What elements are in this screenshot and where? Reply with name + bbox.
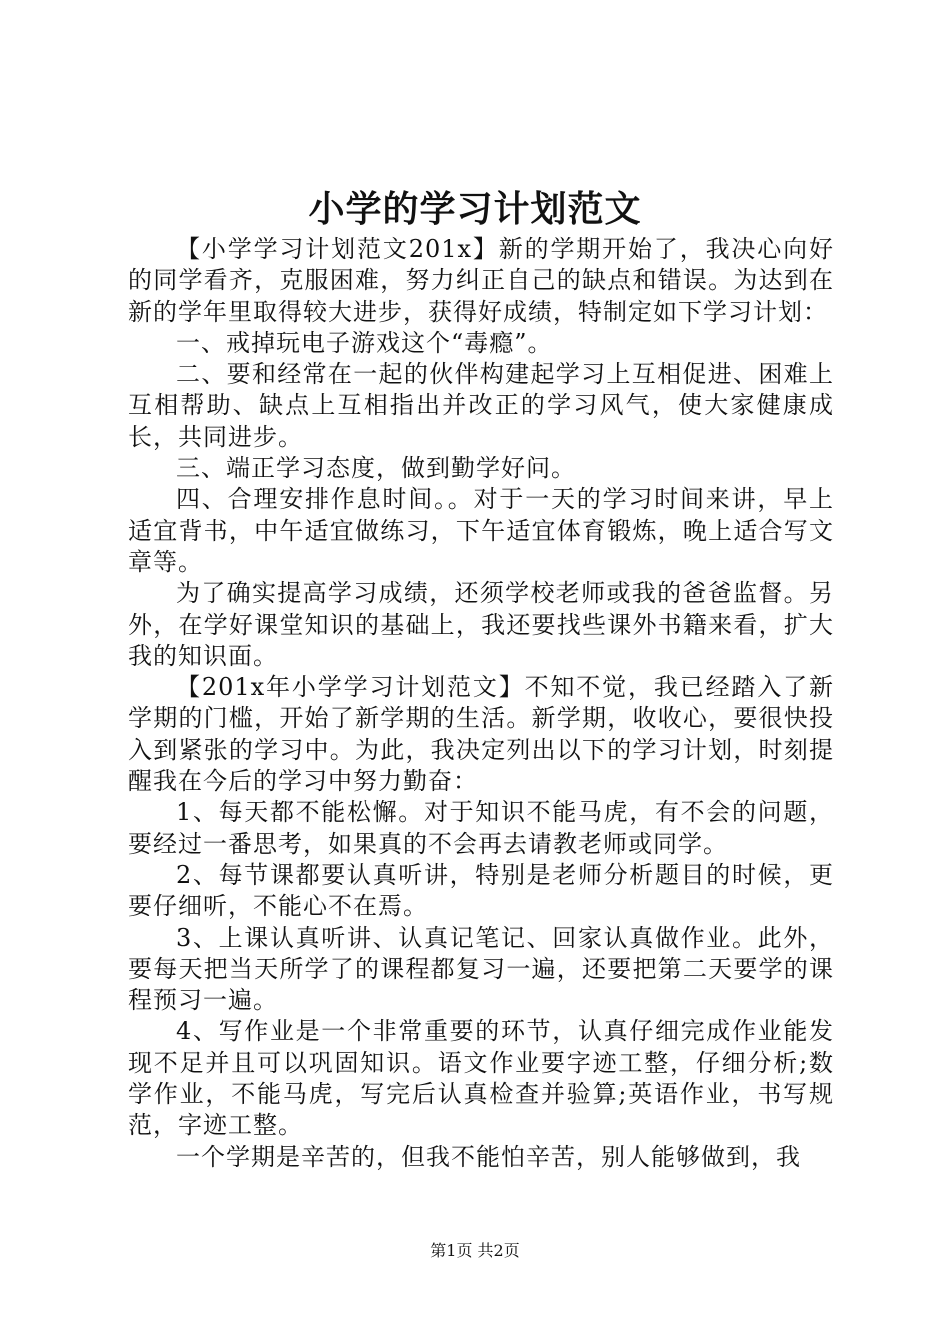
document-body [128, 234, 834, 1173]
paragraph: 四、合理安排作息时间。。对于一天的学习时间来讲，早上适宜背书，中午适宜做练习，下午适宜体育锻炼，晚上适合写文章等。 [128, 485, 834, 576]
paragraph: 三、端正学习态度，做到勤学好问。 [176, 454, 576, 483]
paragraph: 【小学学习计划范文201x】新的学期开始了，我决心向好的同学看齐，克服困难，努力纠正自己的缺点和错误。为达到在新的学年里取得较大进步，获得好成绩，特制定如下学习计划： [128, 235, 834, 326]
paragraph: 二、要和经常在一起的伙伴构建起学习上互相促进、困难上互相帮助、缺点上互相指出并改正的学习风气，使大家健康成长，共同进步。 [128, 360, 834, 451]
paragraph: 3、上课认真听讲、认真记笔记、回家认真做作业。此外，要每天把当天所学了的课程都复习一遍，还要把第二天要学的课程预习一遍。 [128, 923, 834, 1015]
paragraph: 1、每天都不能松懈。对于知识不能马虎，有不会的问题，要经过一番思考，如果真的不会再去请教老师或同学。 [128, 798, 834, 858]
paragraph: 【201x年小学学习计划范文】不知不觉，我已经踏入了新学期的门槛，开始了新学期的生活。新学期，收收心，要很快投入到紧张的学习中。为此，我决定列出以下的学习计划，时刻提醒我在今后的学习中努力勤奋： [128, 673, 834, 796]
paragraph: 一个学期是辛苦的，但我不能怕辛苦，别人能够做到，我 [176, 1142, 801, 1171]
paragraph: 为了确实提高学习成绩，还须学校老师或我的爸爸监督。另外，在学好课堂知识的基础上，我还要找些课外书籍来看，扩大我的知识面。 [128, 579, 834, 670]
page-footer: 第1页 共2页 [430, 1241, 520, 1260]
paragraph: 4、写作业是一个非常重要的环节，认真仔细完成作业能发现不足并且可以巩固知识。语文作业要字迹工整，仔细分析;数学作业，不能马虎，写完后认真检查并验算;英语作业，书写规范，字迹工整。 [128, 1017, 834, 1140]
paragraph: 一、戒掉玩电子游戏这个“毒瘾”。 [176, 328, 553, 357]
document-title: 小学的学习计划范文 [308, 188, 642, 230]
paragraph: 2、每节课都要认真听讲，特别是老师分析题目的时候，更要仔细听，不能心不在焉。 [128, 860, 834, 921]
